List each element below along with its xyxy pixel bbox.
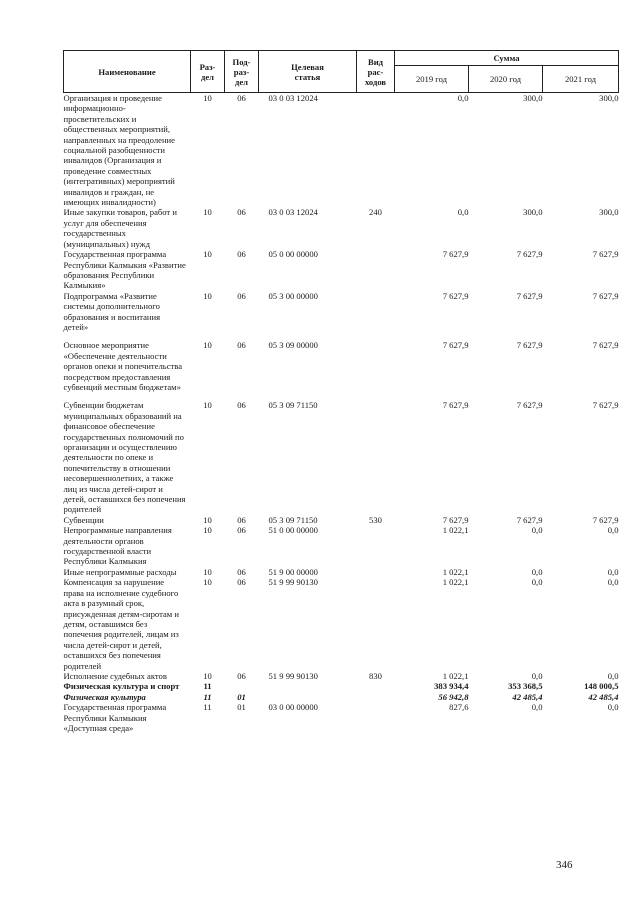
row-2020: 42 485,4 [512,691,543,702]
row-razdel: 11 [203,681,212,692]
row-2020: 0,0 [531,566,543,577]
row-razdel: 10 [203,400,212,411]
row-celevaya: 05 3 09 00000 [268,340,318,351]
row-2021: 0,0 [607,566,619,577]
row-2019: 7 627,9 [442,340,469,351]
row-2021: 7 627,9 [592,290,619,301]
table-row [64,249,619,291]
row-vid [357,702,395,733]
row-vid: 240 [369,207,382,218]
row-name: Физическая культура [63,691,146,702]
row-name: Иные закупки товаров, работ и услуг для обеспечения государственных (муниципальных) нужд [63,207,177,249]
header-vid [357,51,395,93]
row-2019: 7 627,9 [442,400,469,411]
row-2019: 383 934,4 [434,681,469,692]
row-razdel: 10 [203,290,212,301]
row-podrazdel: 01 [237,702,246,713]
header-2019: 2019 год [395,66,469,93]
header-name: Наименование [64,51,191,93]
row-name: Государственная программа Республики Калмыкия «Развитие образования Республики Калмыкия» [63,249,186,291]
row-vid: 530 [369,514,382,525]
row-celevaya: 05 3 00 00000 [268,290,318,301]
row-vid [357,525,395,567]
row-2019: 0,0 [457,93,469,103]
row-podrazdel: 06 [237,525,246,536]
row-2019: 7 627,9 [442,514,469,525]
header-summa: Сумма [395,51,619,66]
row-podrazdel: 06 [237,670,246,681]
header-2020: 2020 год [469,66,543,93]
row-celevaya: 51 9 99 90130 [268,577,318,588]
row-podrazdel: 06 [237,400,246,411]
table-row [64,515,619,525]
row-2020: 300,0 [523,207,543,218]
row-podrazdel: 01 [237,691,246,702]
row-vid [357,340,395,400]
row-2021: 148 000,5 [584,681,619,692]
row-2019: 56 942,8 [438,691,469,702]
table-row [64,692,619,702]
row-2020: 0,0 [531,525,543,536]
header-podrazdel-label: Под- раз- дел [232,56,251,87]
row-2020: 7 627,9 [516,514,543,525]
row-razdel: 11 [203,691,212,702]
row-2020: 7 627,9 [516,249,543,260]
row-vid: 830 [369,670,382,681]
row-vid [357,577,395,671]
row-podrazdel: 06 [237,207,246,218]
row-2021: 7 627,9 [592,249,619,260]
table-row [64,207,619,249]
row-2020: 0,0 [531,577,543,588]
table-row [64,577,619,671]
row-2019: 1 022,1 [442,525,469,536]
row-2021: 0,0 [607,577,619,588]
table-row [64,567,619,577]
page-number: 346 [556,859,573,871]
row-podrazdel: 06 [237,577,246,588]
row-vid [357,291,395,341]
row-vid [357,692,395,702]
row-razdel: 10 [203,566,212,577]
row-razdel: 10 [203,525,212,536]
row-2020: 7 627,9 [516,290,543,301]
row-celevaya: 51 0 00 00000 [268,525,318,536]
row-name: Иные непрограммные расходы [63,566,177,577]
row-name: Субвенции бюджетам муниципальных образований на финансовое обеспечение государственных полномочий по организации и осуществлению деятельности по опеке и попечительству в отношении несовершеннолетних, а также лиц из числа детей-сирот и детей, оставшихся без попечения родителей [63,400,186,515]
row-name: Субвенции [63,514,104,525]
row-2020: 7 627,9 [516,400,543,411]
row-2021: 0,0 [607,525,619,536]
row-celevaya [259,681,357,691]
row-vid [357,400,395,514]
header-2021: 2021 год [543,66,619,93]
row-podrazdel: 06 [237,566,246,577]
row-razdel: 10 [203,514,212,525]
row-podrazdel: 06 [237,93,246,103]
row-name: Подпрограмма «Развитие системы дополнительного образования и воспитания детей» [63,290,161,332]
row-podrazdel: 06 [237,290,246,301]
row-2020: 0,0 [531,670,543,681]
row-name: Компенсация за нарушение права на исполнение судебного акта в разумный срок, присужденная детям-сиротам и детям, оставшимся без попечения родителей, лицам из числа детей-сирот и детей, оставшихся без попечения родителей [63,577,179,671]
table-row [64,291,619,341]
table-row [64,681,619,691]
row-celevaya: 51 9 00 00000 [268,566,318,577]
row-podrazdel: 06 [237,340,246,351]
row-celevaya: 03 0 00 00000 [268,702,318,713]
header-razdel-label: Раз- дел [199,61,216,82]
row-2021: 300,0 [599,93,619,103]
row-razdel: 10 [203,207,212,218]
budget-table [63,50,619,733]
budget-table-sheet [63,50,618,733]
row-celevaya: 03 0 03 12024 [268,93,318,103]
table-header [64,51,619,93]
row-2021: 300,0 [599,207,619,218]
row-2021: 7 627,9 [592,340,619,351]
row-vid [357,567,395,577]
table-row [64,671,619,681]
table-row [64,93,619,208]
row-celevaya [259,692,357,702]
row-2021: 7 627,9 [592,514,619,525]
row-celevaya: 03 0 03 12024 [268,207,318,218]
row-celevaya: 51 9 99 90130 [268,670,318,681]
row-celevaya: 05 3 09 71150 [268,514,318,525]
row-2019: 0,0 [457,207,469,218]
row-name: Государственная программа Республики Калмыкия «Доступная среда» [63,702,167,733]
header-celevaya [259,51,357,93]
row-2019: 7 627,9 [442,290,469,301]
row-2019: 1 022,1 [442,566,469,577]
row-name: Исполнение судебных актов [63,670,167,681]
row-2020: 0,0 [531,702,543,713]
row-razdel: 10 [203,670,212,681]
row-2019: 1 022,1 [442,577,469,588]
table-row [64,525,619,567]
row-vid [357,93,395,208]
row-name: Непрограммные направления деятельности органов государственной власти Республики Калмыкия [63,525,172,567]
row-podrazdel [225,681,259,691]
header-razdel [191,51,225,93]
row-name: Физическая культура и спорт [63,681,180,692]
row-vid [357,681,395,691]
row-2019: 827,6 [449,702,469,713]
row-podrazdel: 06 [237,514,246,525]
row-celevaya: 05 3 09 71150 [268,400,318,411]
row-2020: 300,0 [523,93,543,103]
row-2021: 0,0 [607,670,619,681]
table-body [64,93,619,734]
row-2019: 7 627,9 [442,249,469,260]
row-2020: 353 368,5 [508,681,543,692]
row-podrazdel: 06 [237,249,246,260]
row-2020: 7 627,9 [516,340,543,351]
row-2019: 1 022,1 [442,670,469,681]
row-name: Основное мероприятие «Обеспечение деятельности органов опеки и попечительства посредством предоставления субвенций местным бюджетам» [63,340,183,392]
row-celevaya: 05 0 00 00000 [268,249,318,260]
row-name: Организация и проведение информационно-просветительских и общественных мероприятий, направленных на преодоление социальной разобщенности инвалидов (Организация и проведение совместных (интегративных) мероприятий инвалидов и граждан, не имеющих инвалидности) [63,93,175,208]
row-razdel: 11 [203,702,212,713]
row-razdel: 10 [203,249,212,260]
row-2021: 7 627,9 [592,400,619,411]
row-2021: 42 485,4 [588,691,619,702]
header-vid-label: Вид рас- ходов [364,56,387,87]
header-celevaya-label: Целевая статья [291,61,324,82]
row-2021: 0,0 [607,702,619,713]
row-razdel: 10 [203,340,212,351]
header-podrazdel [225,51,259,93]
row-razdel: 10 [203,577,212,588]
table-row [64,702,619,733]
table-row [64,400,619,514]
table-row [64,340,619,400]
row-razdel: 10 [203,93,212,103]
row-vid [357,249,395,291]
